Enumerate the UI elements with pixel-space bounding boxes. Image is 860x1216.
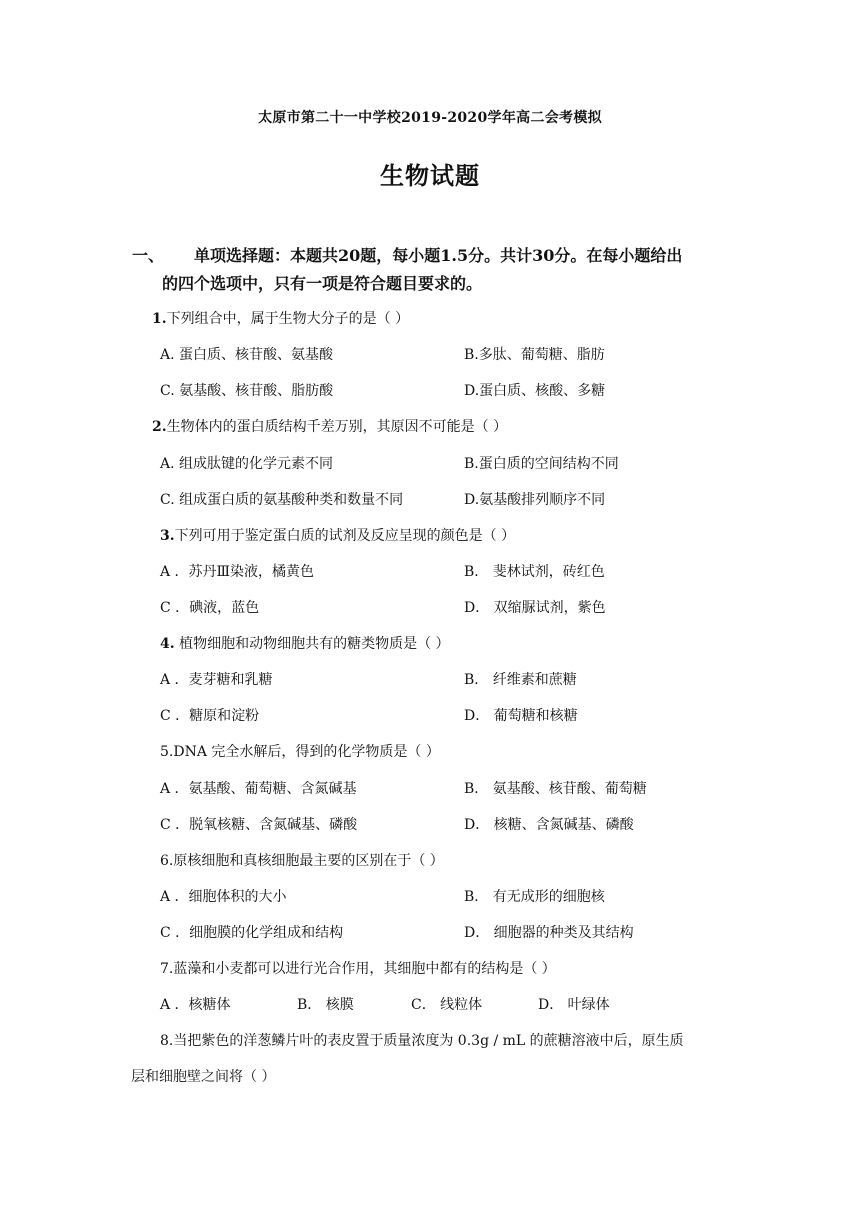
question-number: 1. [152, 311, 167, 327]
option-c: C ．碘液，蓝色 [160, 600, 260, 616]
option-b: B.蛋白质的空间结构不同 [464, 456, 619, 472]
option-b: B． 斐林试剂，砖红色 [464, 564, 605, 580]
question-text: 植物细胞和动物细胞共有的糖类物质是（ ） [174, 636, 450, 652]
option-a: A. 组成肽键的化学元素不同 [160, 456, 334, 472]
option-c: C． 线粒体 [411, 997, 483, 1013]
question-number: 2. [152, 419, 167, 435]
option-a: A ．麦芽糖和乳糖 [160, 672, 273, 688]
section-line-1 [132, 242, 742, 270]
section-line-2: 的四个选项中，只有一项是符合题目要求的。 [162, 274, 483, 293]
option-d: D． 葡萄糖和核糖 [464, 708, 578, 724]
option-d: D． 叶绿体 [538, 997, 610, 1013]
question-3 [160, 526, 515, 546]
option-b: B． 有无成形的细胞核 [464, 889, 605, 905]
option-b: B． 核膜 [297, 997, 354, 1013]
option-c: C ．细胞膜的化学组成和结构 [160, 925, 344, 941]
question-8-continued: 层和细胞壁之间将（ ） [131, 1069, 276, 1085]
option-c: C ．糖原和淀粉 [160, 708, 260, 724]
question-text: 7.蓝藻和小麦都可以进行光合作用，其细胞中都有的结构是（ ） [160, 961, 556, 977]
section-heading [132, 242, 742, 298]
option-a: A ．细胞体积的大小 [160, 889, 287, 905]
question-number: 4. [160, 636, 175, 652]
option-c: C ．脱氧核糖、含氮碱基、磷酸 [160, 817, 358, 833]
option-a: A. 蛋白质、核苷酸、氨基酸 [160, 347, 334, 363]
question-1 [152, 309, 409, 329]
option-c: C. 组成蛋白质的氨基酸种类和数量不同 [160, 492, 404, 508]
question-text: 6.原核细胞和真核细胞最主要的区别在于（ ） [160, 853, 444, 869]
option-d: D． 双缩脲试剂，紫色 [464, 600, 606, 616]
question-text: 5.DNA 完全水解后，得到的化学物质是（ ） [160, 744, 440, 760]
question-6 [160, 851, 444, 871]
option-b: B． 氨基酸、核苷酸、葡萄糖 [464, 781, 647, 797]
question-2 [152, 417, 507, 437]
exam-subtitle: 太原市第二十一中学校2019-2020学年高二会考模拟 [258, 110, 602, 126]
question-text: 8.当把紫色的洋葱鳞片叶的表皮置于质量浓度为 0.3g / mL 的蔗糖溶液中后，原生质 [160, 1033, 684, 1049]
option-d: D.蛋白质、核酸、多糖 [464, 383, 606, 399]
exam-title: 生物试题 [380, 161, 480, 190]
question-number: 3. [160, 528, 175, 544]
option-d: D． 细胞器的种类及其结构 [464, 925, 634, 941]
option-a: A ．苏丹Ⅲ染液，橘黄色 [160, 564, 315, 580]
section-instruction: 单项选择题：本题共20题，每小题1.5分。共计30分。在每小题给出 [194, 246, 683, 265]
option-a: A ．氨基酸、葡萄糖、含氮碱基 [160, 781, 357, 797]
option-b: B.多肽、葡萄糖、脂肪 [464, 347, 605, 363]
option-a: A ．核糖体 [160, 997, 231, 1013]
option-c: C. 氨基酸、核苷酸、脂肪酸 [160, 383, 334, 399]
option-d: D． 核糖、含氮碱基、磷酸 [464, 817, 634, 833]
question-8 [160, 1031, 684, 1051]
question-7 [160, 959, 556, 979]
question-text: 下列可用于鉴定蛋白质的试剂及反应呈现的颜色是（ ） [174, 528, 516, 544]
question-text: 生物体内的蛋白质结构千差万别，其原因不可能是（ ） [166, 419, 508, 435]
question-text: 下列组合中，属于生物大分子的是（ ） [166, 311, 410, 327]
section-number: 一、 [132, 246, 165, 265]
option-d: D.氨基酸排列顺序不同 [464, 492, 606, 508]
question-5 [160, 742, 440, 762]
question-4 [160, 634, 450, 654]
option-b: B． 纤维素和蔗糖 [464, 672, 577, 688]
